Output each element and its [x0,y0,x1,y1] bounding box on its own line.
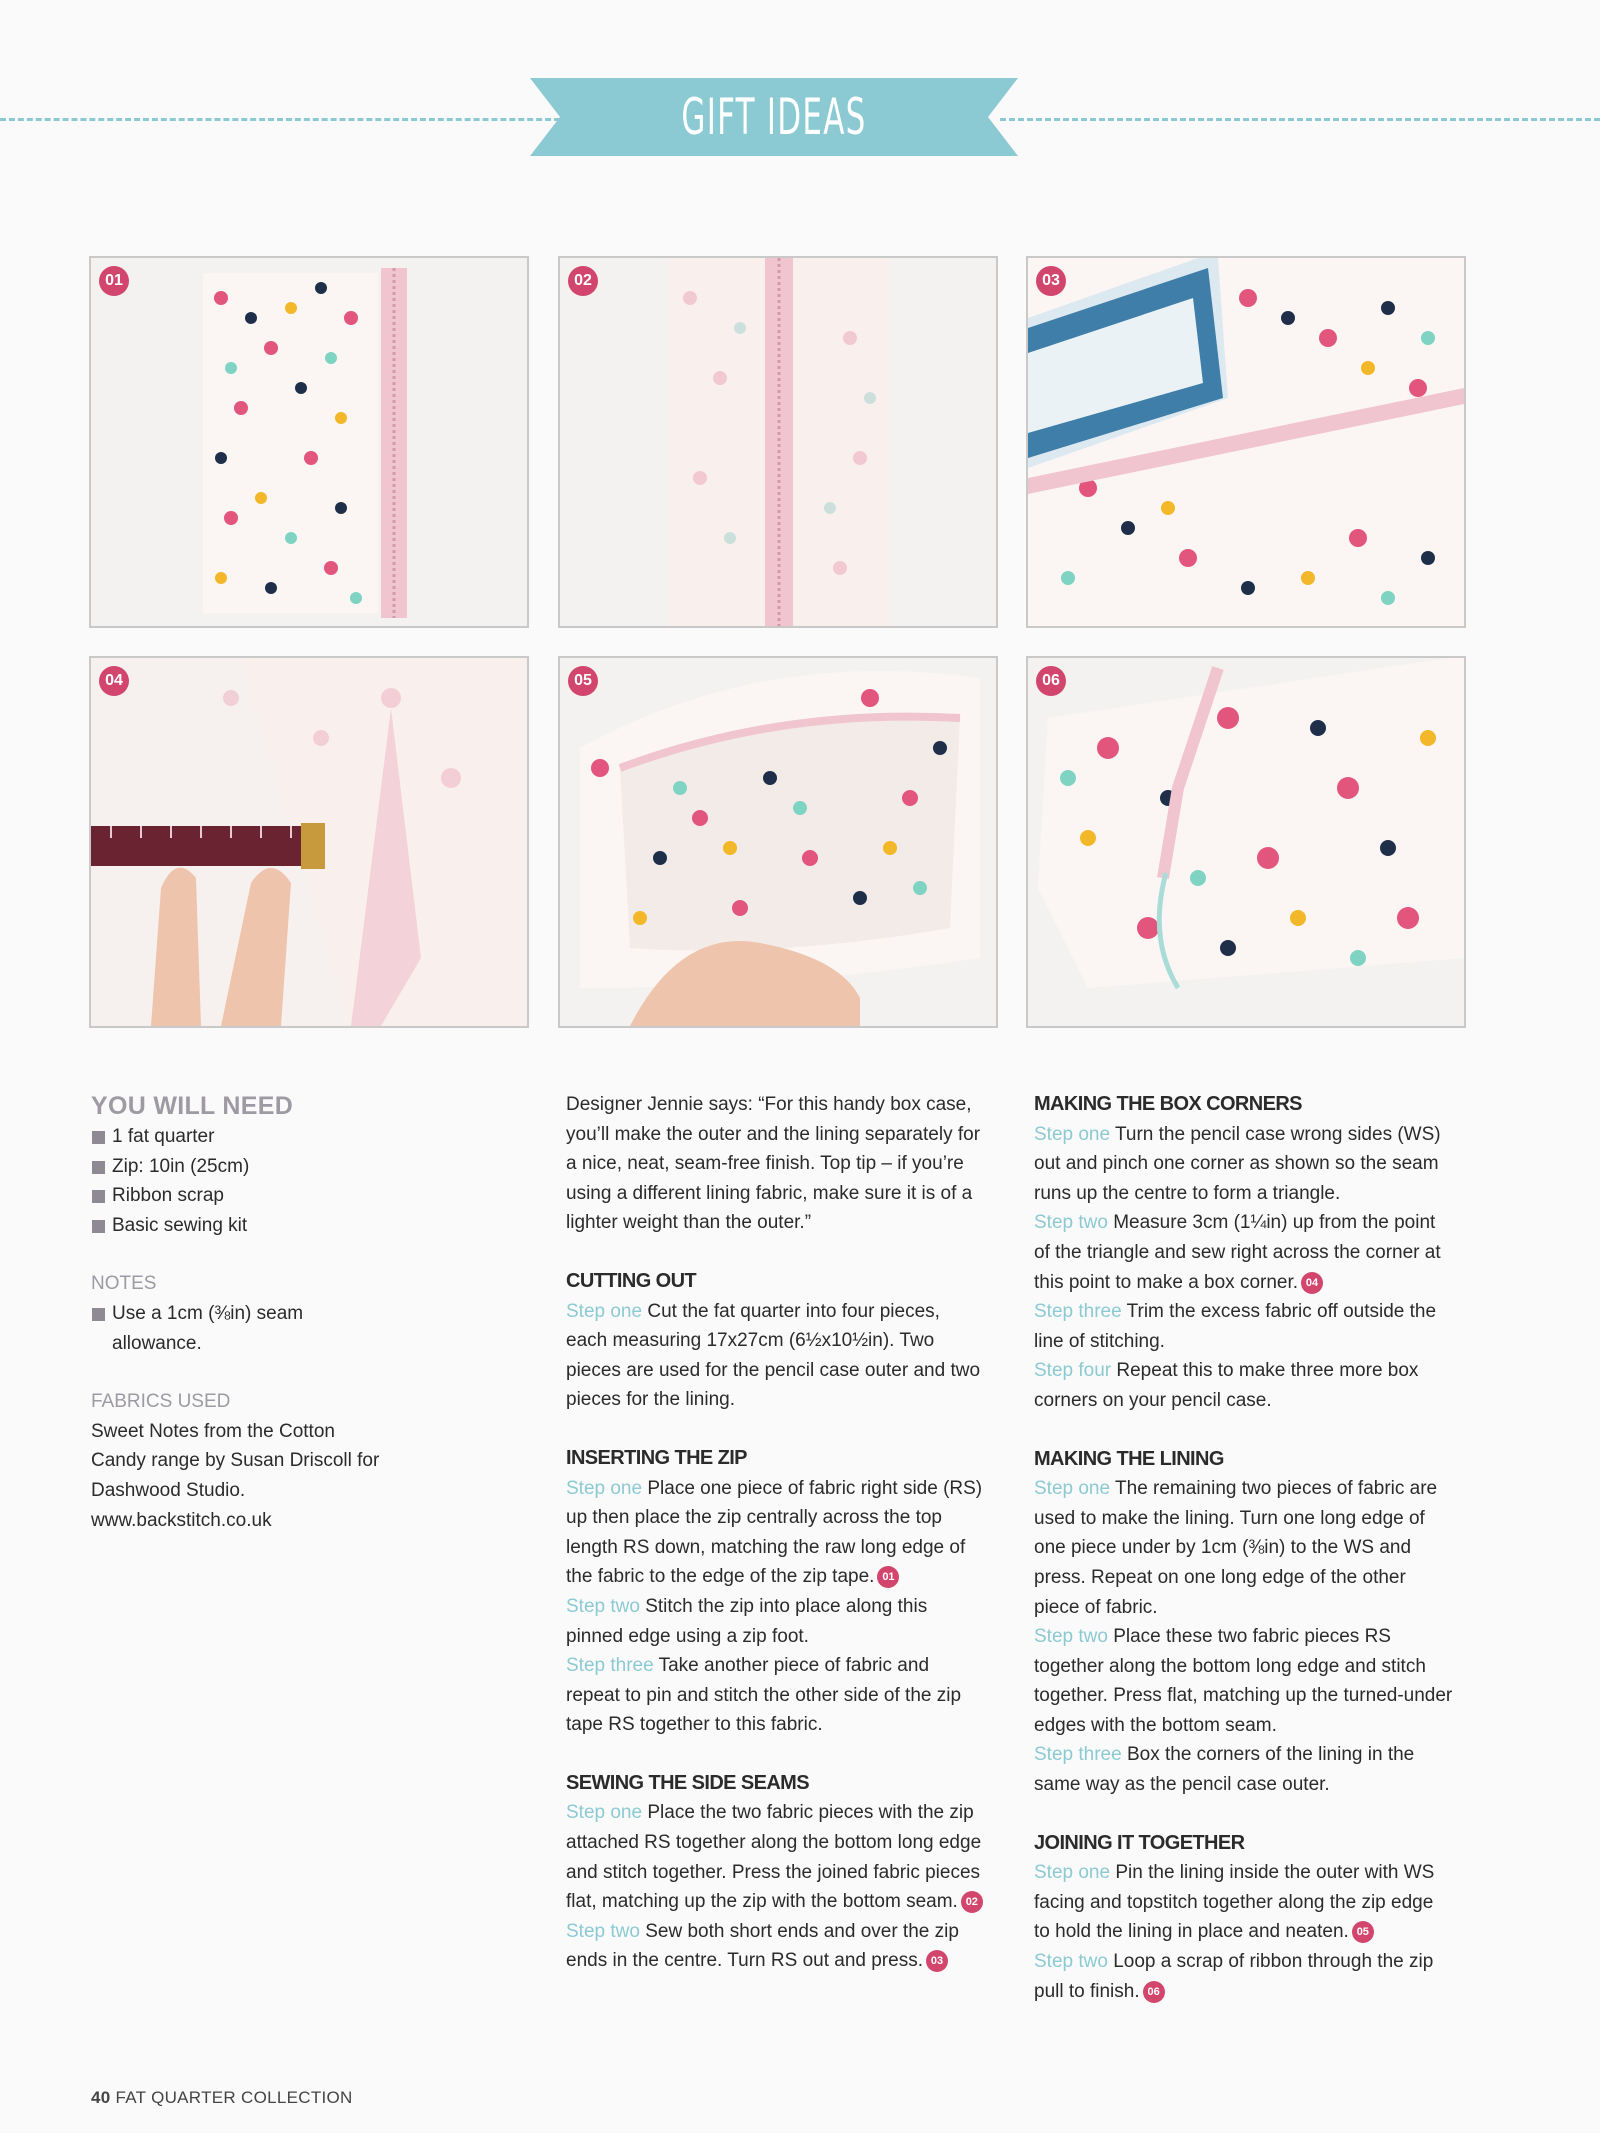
step-photo-05 [558,656,998,1028]
step-text: Repeat this to make three more box corners on your pencil case. [1034,1360,1419,1411]
materials-item: Ribbon scrap [91,1181,381,1211]
photo-number-badge: 01 [99,266,129,296]
fabrics-title: FABRICS USED [91,1391,231,1413]
photo-number-badge: 03 [1036,266,1066,296]
section-banner [530,78,1018,156]
photo-ref-badge: 04 [1301,1272,1323,1294]
instruction-step [566,1592,986,1651]
step-label: Step one [566,1477,643,1499]
step-photo-03 [1026,256,1466,628]
step-label: Step one [566,1300,643,1322]
instruction-step [1034,1622,1454,1740]
photo-measuring-corner [91,658,527,1026]
photo-ref-badge: 01 [877,1566,899,1588]
publication-name: FAT QUARTER COLLECTION [115,2088,353,2107]
materials-item: 1 fat quarter [91,1122,381,1152]
instruction-step [1034,1740,1454,1799]
section-title: JOINING IT TOGETHER [1034,1831,1245,1854]
instruction-step [566,1917,986,1976]
photo-ref-badge: 06 [1143,1981,1165,2003]
step-text: Place one piece of fabric right side (RS) up then place the zip centrally across the top length RS down, matching the raw long edge of the fabric to the edge of the zip tape. [566,1477,983,1588]
step-label: Step one [1034,1478,1111,1500]
step-label: Step two [1034,1626,1108,1648]
instruction-step [566,1297,986,1415]
photo-ref-badge: 02 [961,1891,983,1913]
instruction-step [1034,1356,1454,1415]
notes-item: Use a 1cm (⅜in) seam allowance. [91,1299,381,1358]
materials-item: Basic sewing kit [91,1211,381,1241]
photo-ref-badge: 05 [1352,1921,1374,1943]
photo-number-badge: 02 [568,266,598,296]
instruction-step [1034,1858,1454,1947]
section-title: MAKING THE LINING [1034,1447,1224,1470]
section-title: CUTTING OUT [566,1269,697,1292]
step-photo-04 [89,656,529,1028]
step-photo-06 [1026,656,1466,1028]
page-number: 40 [91,2088,111,2107]
materials-item: Zip: 10in (25cm) [91,1152,381,1182]
photo-number-badge: 05 [568,666,598,696]
notes-title: NOTES [91,1273,157,1295]
photo-pressed-zip-seam [560,258,996,626]
sidebar-column [91,1090,381,1535]
step-text: The remaining two pieces of fabric are used to make the lining. Turn one long edge of one piece under by 1cm (⅜in) to the WS and press. Repeat on one long edge of the other piece of fabric. [1034,1478,1438,1618]
section-title: SEWING THE SIDE SEAMS [566,1771,809,1794]
photo-iron-pressing [1028,258,1464,626]
section-title: INSERTING THE ZIP [566,1446,747,1469]
fabrics-text: Sweet Notes from the Cotton Candy range by Susan Driscoll for Dashwood Studio. www.backstitch.co.uk [91,1420,380,1531]
step-text: Measure 3cm (1¼in) up from the point of the triangle and sew right across the corner at this point to make a box corner. [1034,1212,1441,1293]
step-text: Place the two fabric pieces with the zip attached RS together along the bottom long edge and stitch together. Press the joined fabric pieces flat, matching up the zip with the bottom seam. [566,1802,982,1913]
instruction-step [1034,1947,1454,2006]
step-label: Step three [1034,1744,1122,1766]
step-text: Stitch the zip into place along this pinned edge using a zip foot. [566,1595,928,1647]
photo-ref-badge: 03 [926,1950,948,1972]
page-footer [91,2088,353,2108]
step-label: Step one [1034,1862,1111,1884]
you-will-need-title: YOU WILL NEED [91,1092,294,1120]
instructions-column-middle [566,1090,986,1976]
step-text: Loop a scrap of ribbon through the zip pull to finish. [1034,1951,1434,2002]
step-label: Step one [1034,1123,1111,1145]
step-text: Trim the excess fabric off outside the line of stitching. [1034,1301,1437,1352]
instructions-column-right [1034,1090,1454,2006]
step-label: Step two [566,1595,640,1617]
step-label: Step three [1034,1301,1122,1323]
step-text: Place these two fabric pieces RS together along the bottom long edge and stitch together. Press flat, matching up the turned-under edges with the bottom seam. [1034,1626,1453,1736]
instruction-step [566,1651,986,1740]
header-dashed-line-right [1000,118,1600,121]
step-label: Step two [1034,1212,1108,1234]
banner-title: GIFT IDEAS [681,88,867,146]
step-text: Sew both short ends and over the zip ends in the centre. Turn RS out and press. [566,1920,959,1972]
photo-lining-inside-case [560,658,996,1026]
instruction-step [1034,1297,1454,1356]
step-label: Step four [1034,1360,1112,1382]
photo-fabric-with-zip [91,258,527,626]
step-photo-01 [89,256,529,628]
photo-number-badge: 04 [99,666,129,696]
instruction-step [1034,1120,1454,1209]
header-dashed-line-left [0,118,560,121]
step-photo-02 [558,256,998,628]
step-label: Step one [566,1802,643,1824]
step-text: Pin the lining inside the outer with WS facing and topstitch together along the zip edge to hold the lining in place and neaten. [1034,1862,1435,1943]
instruction-step [566,1474,986,1592]
step-label: Step two [1034,1951,1108,1973]
step-text: Take another piece of fabric and repeat to pin and stitch the other side of the zip tape RS together to this fabric. [566,1655,962,1736]
step-text: Turn the pencil case wrong sides (WS) out and pinch one corner as shown so the seam runs up the centre to form a triangle. [1034,1123,1441,1204]
instruction-step [1034,1474,1454,1622]
section-title: MAKING THE BOX CORNERS [1034,1093,1302,1115]
photo-finished-box-case [1028,658,1464,1026]
instruction-step [566,1798,986,1916]
step-text: Cut the fat quarter into four pieces, each measuring 17x27cm (6½x10½in). Two pieces are used for the pencil case outer and two pieces for the lining. [566,1300,981,1411]
instruction-step [1034,1208,1454,1297]
designer-intro: Designer Jennie says: “For this handy box case, you’ll make the outer and the lining separately for a nice, neat, seam-free finish. Top tip – if you’re using a different lining fabric, make sure it is of a lighter weight than the outer.” [566,1094,981,1234]
step-text: Box the corners of the lining in the same way as the pencil case outer. [1034,1744,1415,1796]
photo-number-badge: 06 [1036,666,1066,696]
step-label: Step three [566,1655,654,1677]
step-label: Step two [566,1920,640,1942]
